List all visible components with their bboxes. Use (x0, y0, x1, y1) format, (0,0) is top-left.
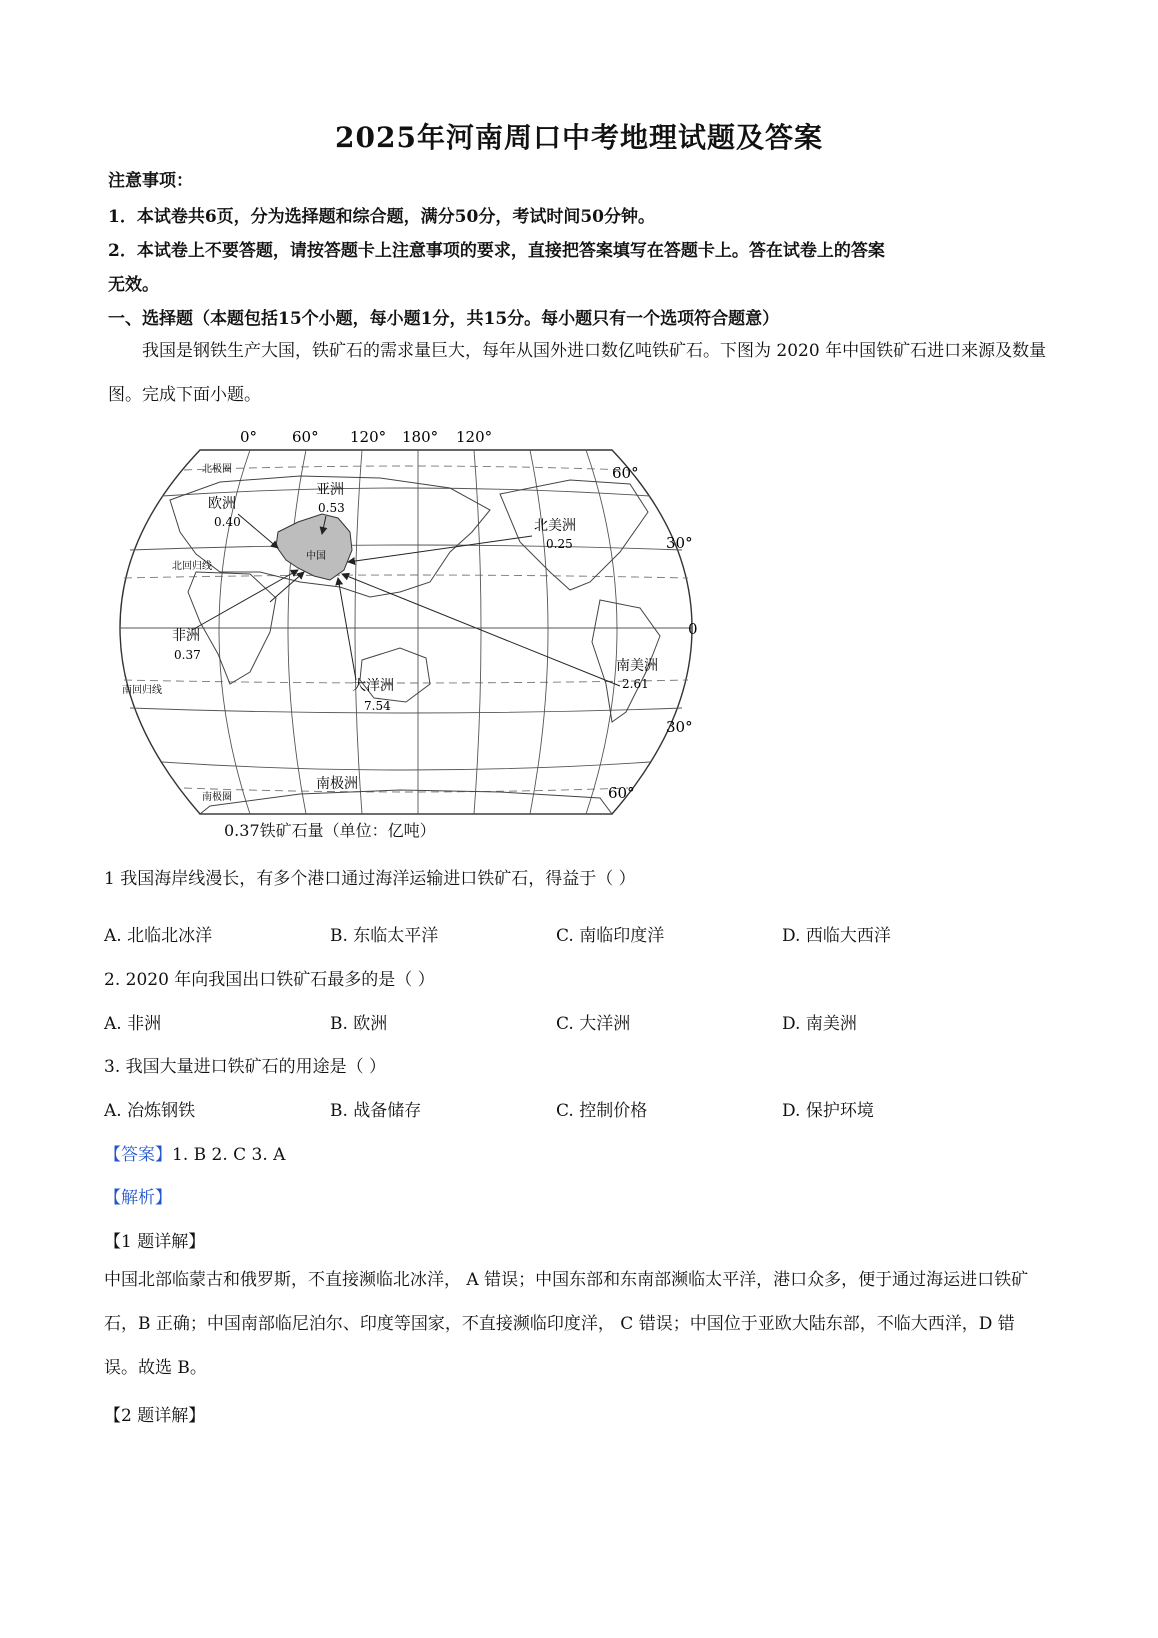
source-oceania-name: 大洋洲 (352, 678, 394, 694)
tropic-cancer-text: 北回归线 (172, 561, 212, 572)
question-2-option-c: C. 大洋洲 (556, 1014, 631, 1034)
page-title: 2025年河南周口中考地理试题及答案 (335, 121, 823, 154)
source-africa-value: 0.37 (174, 648, 201, 662)
detail-1-label: 【1 题详解】 (104, 1232, 206, 1252)
notice-item-2-cont: 无效。 (108, 275, 159, 295)
question-3-option-b: B. 战备储存 (330, 1101, 422, 1121)
source-south-america-name: 南美洲 (616, 658, 658, 674)
tropic-capricorn-text: 南回归线 (122, 685, 162, 696)
question-1-stem: 1 我国海岸线漫长，有多个港口通过海洋运输进口铁矿石，得益于（ ） (104, 869, 636, 889)
source-africa-name: 非洲 (172, 628, 200, 644)
source-north-america-name: 北美洲 (534, 518, 576, 534)
antarctica-label: 南极洲 (316, 776, 358, 792)
source-south-america-value: 2.61 (622, 677, 649, 691)
antarctic-circle-label: 南极圈 (202, 792, 232, 803)
china-label: 中国 (306, 551, 326, 562)
notice-item-1: 1．本试卷共6页，分为选择题和综合题，满分50分，考试时间50分钟。 (108, 207, 655, 227)
notice-item-2: 2．本试卷上不要答题，请按答题卡上注意事项的要求，直接把答案填写在答题卡上。答在试卷上的答案 (108, 241, 885, 261)
question-1-option-a: A. 北临北冰洋 (104, 926, 213, 946)
lat-label-60n: 60° (612, 464, 639, 482)
question-1-option-d: D. 西临大西洋 (782, 926, 891, 946)
question-1-option-c: C. 南临印度洋 (556, 926, 665, 946)
source-asia-value: 0.53 (318, 501, 345, 515)
analysis-label: 【解析】 (104, 1188, 172, 1208)
answer-line (104, 1140, 1044, 1165)
lon-label-60: 60° (292, 428, 319, 446)
source-north-america-value: 0.25 (546, 537, 573, 551)
question-2-option-a: A. 非洲 (104, 1014, 162, 1034)
answer-text: 1. B 2. C 3. A (172, 1145, 286, 1165)
question-1-option-b: B. 东临太平洋 (330, 926, 439, 946)
lat-label-30n: 30° (666, 534, 693, 552)
question-2-option-d: D. 南美洲 (782, 1014, 857, 1034)
lon-label-120w: 120° (456, 428, 493, 446)
detail-2-label: 【2 题详解】 (104, 1406, 206, 1426)
question-2-stem: 2. 2020 年向我国出口铁矿石最多的是（ ） (104, 970, 435, 990)
answer-label: 【答案】 (104, 1145, 172, 1165)
notice-heading: 注意事项： (108, 171, 193, 191)
lat-label-30s: 30° (666, 718, 693, 736)
lat-label-0: 0 (688, 620, 698, 638)
section-heading: 一、选择题（本题包括15个小题，每小题1分，共15分。每小题只有一个选项符合题意） (108, 309, 780, 329)
source-oceania-value: 7.54 (364, 699, 391, 713)
iron-ore-import-map (100, 422, 720, 847)
source-europe-name: 欧洲 (208, 496, 236, 512)
source-asia-name: 亚洲 (316, 482, 344, 498)
lon-label-120: 120° (350, 428, 387, 446)
source-europe-value: 0.40 (214, 515, 241, 529)
map-legend: 0.37铁矿石量（单位：亿吨） (224, 821, 436, 840)
question-3-option-c: C. 控制价格 (556, 1101, 648, 1121)
lon-label-0: 0° (240, 428, 258, 446)
lat-label-60s: 60° (608, 784, 635, 802)
question-3-option-a: A. 冶炼钢铁 (104, 1101, 196, 1121)
intro-paragraph: 我国是钢铁生产大国，铁矿石的需求量巨大，每年从国外进口数亿吨铁矿石。下图为 2020 年中国铁矿石进口来源及数量图。完成下面小题。 (108, 341, 1047, 405)
question-2-option-b: B. 欧洲 (330, 1014, 388, 1034)
question-3-stem: 3. 我国大量进口铁矿石的用途是（ ） (104, 1057, 387, 1077)
detail-1-text: 中国北部临蒙古和俄罗斯，不直接濒临北冰洋， A 错误；中国东部和东南部濒临太平洋，港口众多，便于通过海运进口铁矿石，B 正确；中国南部临尼泊尔、印度等国家，不直接濒临印度洋， C 错误；中国位于亚欧大陆东部，不临大西洋，D 错误。故选 B。 (104, 1270, 1029, 1378)
lon-label-180: 180° (402, 428, 439, 446)
question-3-option-d: D. 保护环境 (782, 1101, 874, 1121)
arctic-circle-label: 北极圈 (202, 464, 232, 475)
